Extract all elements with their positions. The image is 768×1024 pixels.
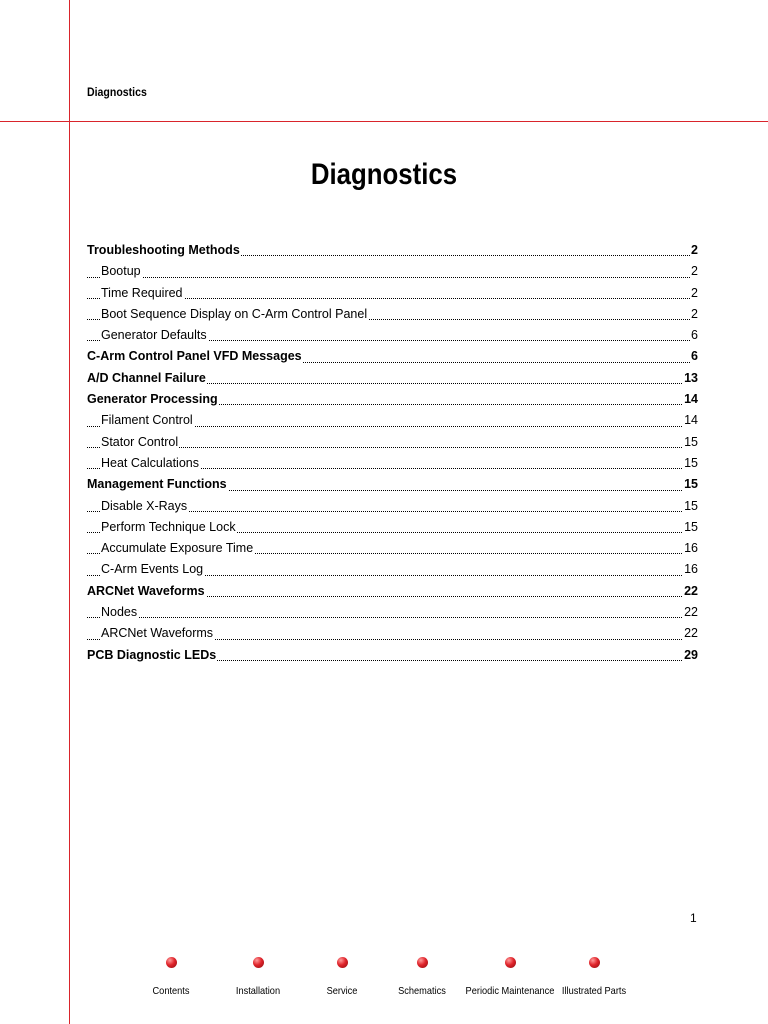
red-dot-icon [337, 957, 348, 968]
toc-entry-title: Accumulate Exposure Time [101, 541, 254, 556]
toc-entry-page: 22 [683, 581, 698, 602]
toc-subentry[interactable] [87, 496, 698, 517]
toc-entry-page: 2 [690, 283, 698, 304]
dot-leader [87, 617, 698, 618]
margin-rule-vertical [69, 0, 70, 1024]
toc-entry-title: Generator Defaults [101, 328, 207, 343]
red-dot-icon [589, 957, 600, 968]
header-rule [0, 121, 768, 122]
toc-entry-page: 2 [690, 240, 698, 261]
toc-subentry[interactable] [87, 410, 698, 431]
toc-subentry[interactable] [87, 432, 698, 453]
toc-subentry[interactable] [87, 559, 698, 580]
toc-entry-page: 16 [683, 559, 698, 580]
toc-entry-page: 15 [683, 453, 698, 474]
toc-subentry[interactable] [87, 261, 698, 282]
toc-entry-page: 15 [683, 496, 698, 517]
toc-entry-title: Stator Control [101, 434, 179, 449]
toc-subentry[interactable] [87, 623, 698, 644]
red-dot-icon [417, 957, 428, 968]
nav-label: Periodic Maintenance [465, 985, 555, 997]
toc-subentry[interactable] [87, 517, 698, 538]
toc-entry[interactable] [87, 645, 698, 666]
table-of-contents [87, 240, 698, 666]
toc-entry-title: Time Required [101, 285, 183, 300]
toc-entry-page: 15 [683, 517, 698, 538]
toc-entry-title: A/D Channel Failure [87, 370, 206, 385]
dot-leader [87, 277, 698, 278]
toc-entry-title: Nodes [101, 605, 138, 620]
toc-subentry[interactable] [87, 602, 698, 623]
red-dot-icon [166, 957, 177, 968]
toc-entry[interactable] [87, 240, 698, 261]
toc-entry-page: 6 [690, 325, 698, 346]
nav-label: Schematics [398, 985, 446, 997]
toc-subentry[interactable] [87, 538, 698, 559]
toc-entry-title: Filament Control [101, 413, 193, 428]
toc-entry-page: 2 [690, 261, 698, 282]
toc-entry-title: Bootup [101, 264, 141, 279]
toc-entry-title: Management Functions [87, 477, 227, 492]
toc-entry-title: Heat Calculations [101, 455, 199, 470]
toc-entry-title: Troubleshooting Methods [87, 243, 240, 257]
toc-entry-page: 14 [683, 410, 698, 431]
toc-entry[interactable] [87, 346, 698, 367]
nav-label: Illustrated Parts [561, 985, 627, 997]
nav-illustrated-parts[interactable] [539, 957, 649, 997]
toc-entry-page: 29 [683, 645, 698, 666]
toc-entry[interactable] [87, 368, 698, 389]
toc-entry-title: Generator Processing [87, 392, 218, 407]
toc-entry-title: C-Arm Events Log [101, 562, 204, 577]
toc-entry-title: ARCNet Waveforms [101, 626, 214, 641]
nav-label: Installation [235, 985, 281, 997]
toc-entry-title: Disable X-Rays [101, 498, 188, 513]
toc-entry-title: Perform Technique Lock [101, 519, 236, 534]
toc-entry-page: 22 [683, 623, 698, 644]
toc-entry[interactable] [87, 581, 698, 602]
toc-entry-title: Boot Sequence Display on C-Arm Control Panel [101, 306, 368, 321]
toc-entry-title: C-Arm Control Panel VFD Messages [87, 349, 302, 364]
toc-entry-title: PCB Diagnostic LEDs [87, 647, 217, 662]
toc-entry-page: 15 [683, 474, 698, 495]
toc-subentry[interactable] [87, 325, 698, 346]
toc-entry-page: 13 [683, 368, 698, 389]
toc-entry-page: 16 [683, 538, 698, 559]
toc-entry-title: ARCNet Waveforms [87, 583, 205, 598]
page-number: 1 [690, 911, 697, 925]
nav-label: Contents [152, 985, 190, 997]
red-dot-icon [505, 957, 516, 968]
toc-entry-page: 6 [690, 346, 698, 367]
toc-subentry[interactable] [87, 453, 698, 474]
toc-entry-page: 14 [683, 389, 698, 410]
red-dot-icon [253, 957, 264, 968]
section-header-label: Diagnostics [87, 85, 147, 99]
toc-subentry[interactable] [87, 283, 698, 304]
nav-label: Service [326, 985, 358, 997]
toc-entry-page: 22 [683, 602, 698, 623]
toc-entry-page: 15 [683, 432, 698, 453]
toc-entry[interactable] [87, 389, 698, 410]
page-title: Diagnostics [310, 158, 458, 191]
toc-entry-page: 2 [690, 304, 698, 325]
toc-subentry[interactable] [87, 304, 698, 325]
toc-entry[interactable] [87, 474, 698, 495]
